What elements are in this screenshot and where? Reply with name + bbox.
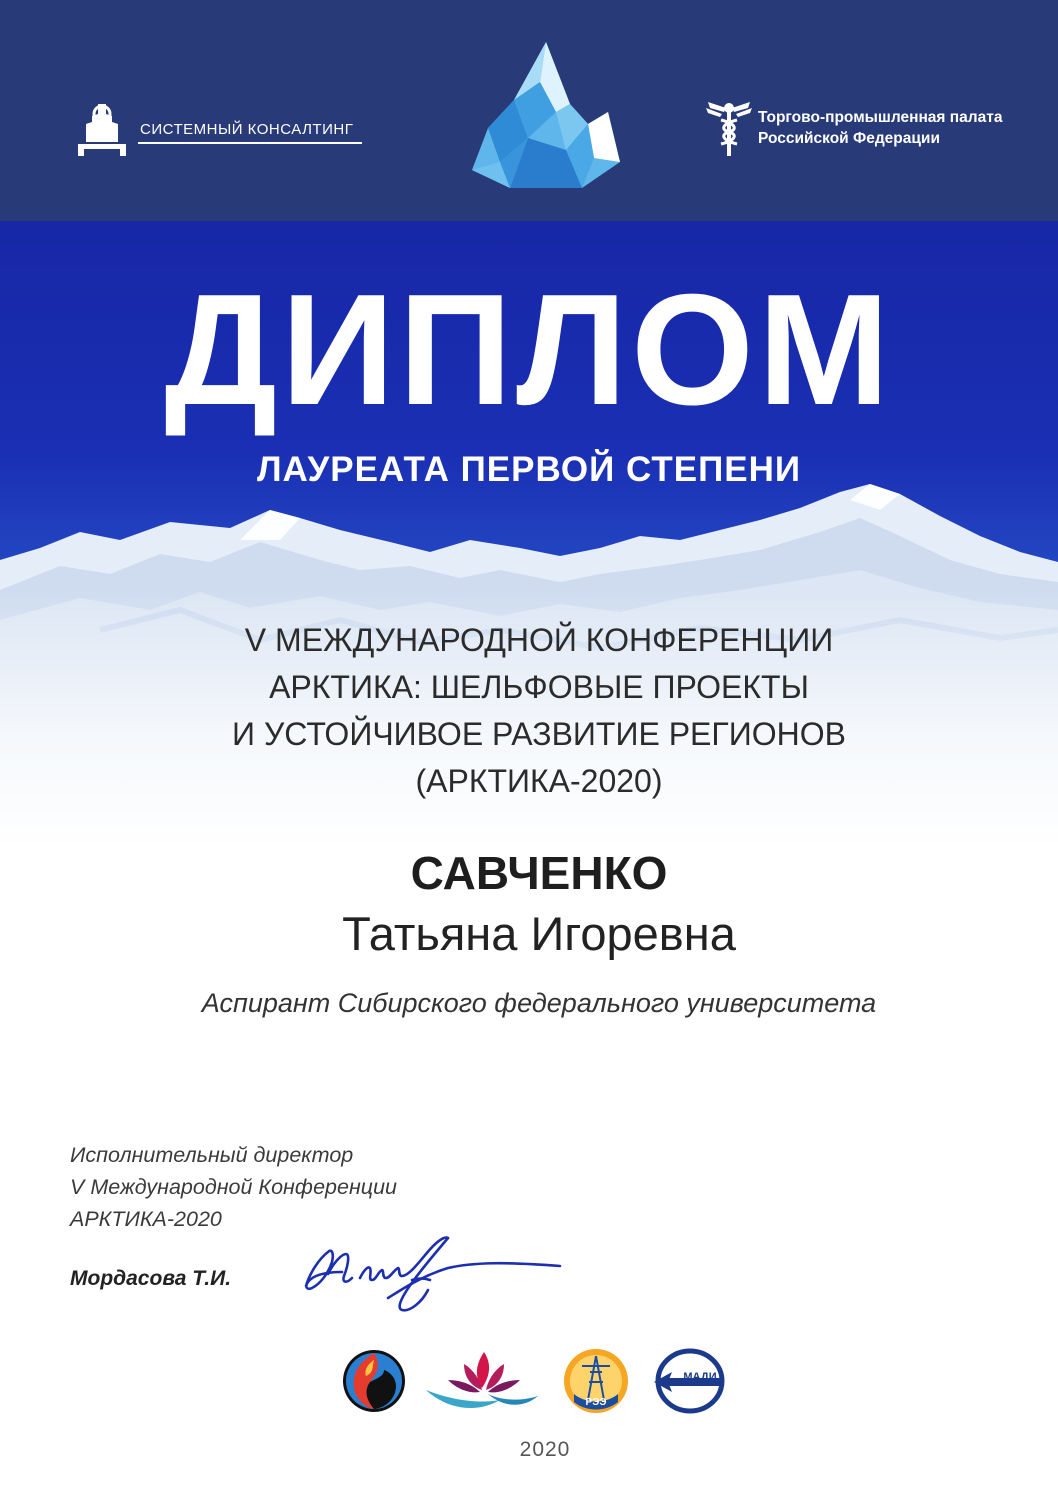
conference-line3: И УСТОЙЧИВОЕ РАЗВИТИЕ РЕГИОНОВ (232, 716, 846, 752)
rez-label: РЭЭ (585, 1397, 607, 1408)
conference-line1: V МЕЖДУНАРОДНОЙ КОНФЕРЕНЦИИ (244, 622, 834, 658)
signatory-position-line3: АРКТИКА-2020 (70, 1207, 222, 1231)
chamber-of-commerce-name (758, 107, 1002, 149)
partner-logo-fire-water (338, 1342, 410, 1420)
partner-logo-lotus (420, 1342, 550, 1420)
conference-line2: АРКТИКА: ШЕЛЬФОВЫЕ ПРОЕКТЫ (269, 669, 809, 705)
signatory-position (70, 1139, 397, 1235)
chamber-name-line2: Российской Федерации (758, 130, 940, 147)
company-name: СИСТЕМНЫЙ КОНСАЛТИНГ (140, 121, 354, 138)
recipient-given-names: Татьяна Игоревна (342, 907, 736, 960)
company-underline (138, 142, 362, 144)
building-emblem-icon (78, 104, 126, 156)
iceberg-icon (470, 42, 622, 190)
signatory-position-line1: Исполнительный директор (70, 1143, 354, 1167)
mercury-caduceus-icon (704, 96, 754, 158)
chamber-name-line1: Торгово-промышленная палата (758, 109, 1003, 126)
partner-logo-rez (560, 1342, 632, 1420)
issue-year: 2020 (519, 1438, 571, 1461)
recipient-surname: САВЧЕНКО (410, 847, 668, 899)
diploma-title: ДИПЛОМ (164, 262, 894, 438)
recipient-affiliation: Аспирант Сибирского федерального университета (201, 988, 877, 1018)
conference-line4: (АРКТИКА-2020) (415, 763, 663, 799)
diploma-subtitle: ЛАУРЕАТА ПЕРВОЙ СТЕПЕНИ (256, 450, 802, 489)
partner-logo-madi (650, 1342, 730, 1420)
signatory-name: Мордасова Т.И. (70, 1267, 232, 1290)
madi-label: МАДИ (683, 1371, 717, 1383)
handwritten-signature (298, 1232, 566, 1324)
conference-name (0, 617, 1058, 805)
signatory-position-line2: V Международной Конференции (70, 1175, 398, 1199)
